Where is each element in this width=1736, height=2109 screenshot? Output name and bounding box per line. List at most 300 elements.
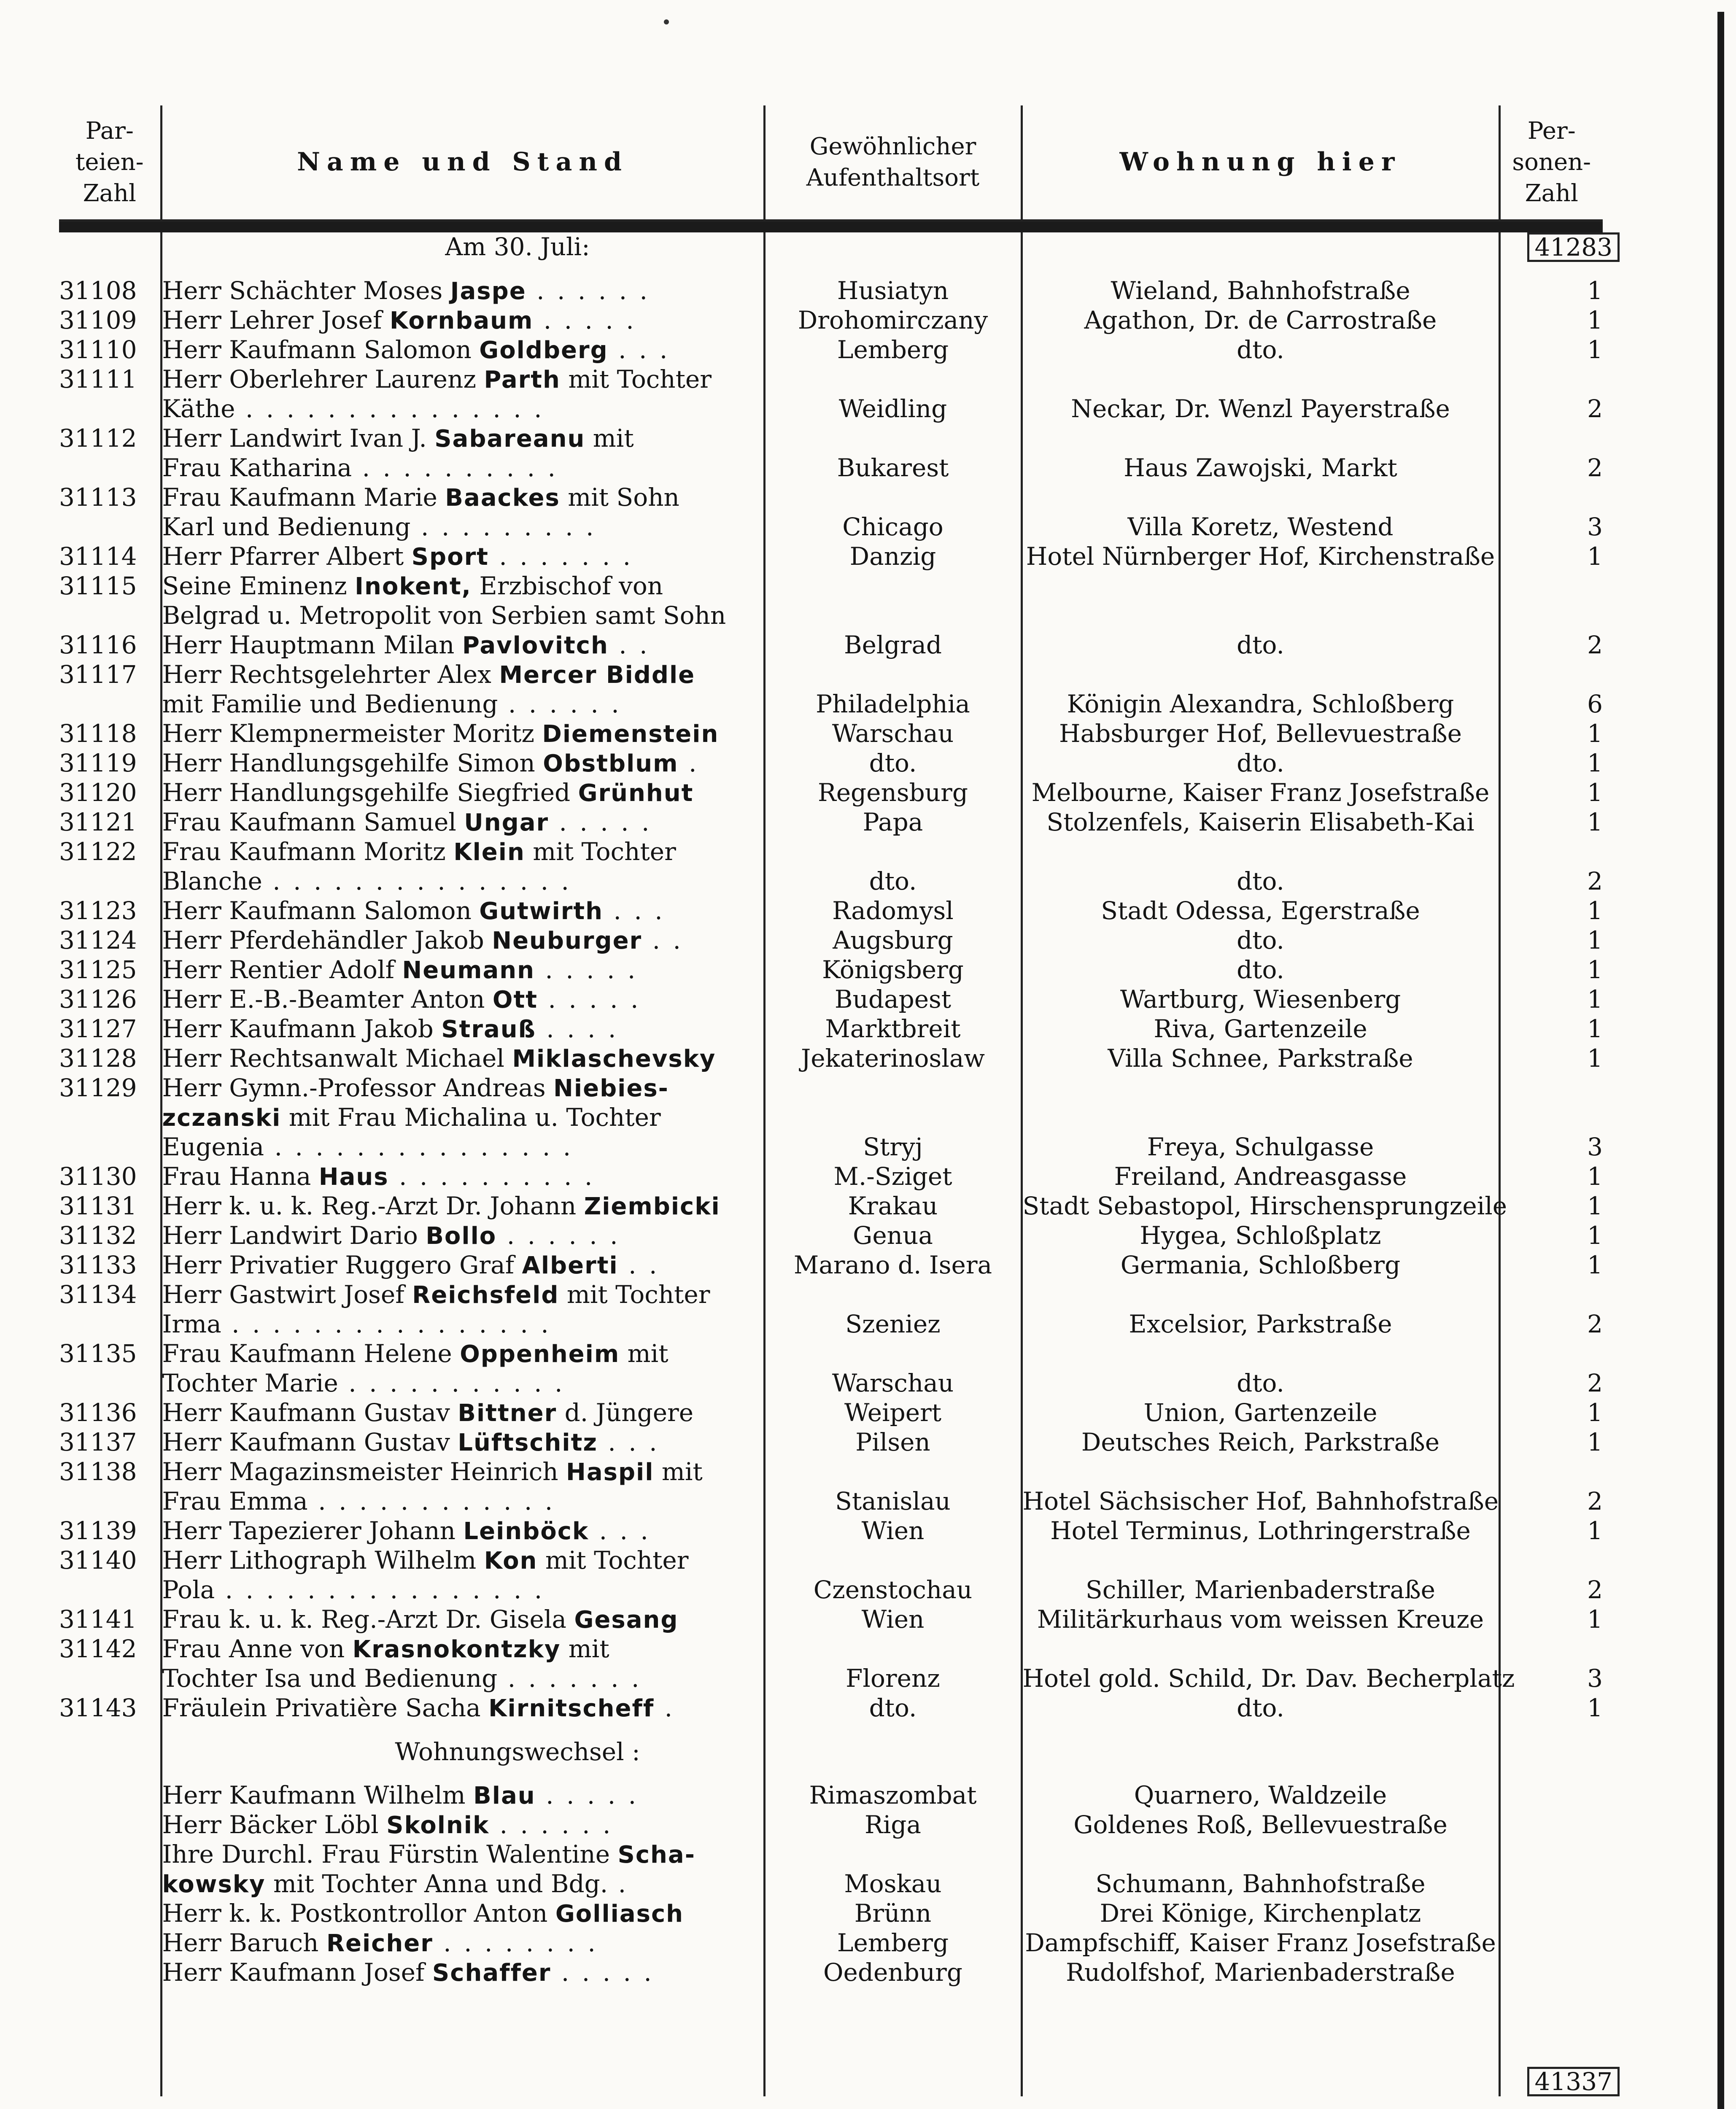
table-row (59, 1014, 1603, 1044)
surname: Gutwirth (479, 898, 604, 925)
party-number-cell (59, 1928, 161, 1958)
section-change: Wohnungswechsel : (395, 1737, 640, 1766)
persons-cell (1499, 1781, 1603, 1810)
surname: Jaspe (450, 278, 526, 305)
table-row (59, 1664, 1603, 1694)
origin-cell (764, 365, 1022, 394)
party-number-cell: 31128 (59, 1044, 137, 1073)
leader-dots: . . . . . . (526, 276, 650, 305)
leader-dots: . . . . . (538, 985, 641, 1014)
residence-cell: Villa Schnee, Parkstraße (1022, 1044, 1499, 1073)
leader-dots: . . . . . . . . . . . . . . . . (215, 1575, 545, 1605)
leader-dots: . . . . . . . . . . . . . . . (235, 394, 545, 423)
origin-cell: Königsberg (764, 955, 1022, 985)
name-text: Herr Kaufmann Salomon (162, 335, 480, 364)
persons-cell: 2 (1499, 1487, 1603, 1516)
residence-cell: Hygea, Schloßplatz (1022, 1221, 1499, 1251)
name-suffix: mit (654, 1457, 703, 1486)
table-row (59, 1398, 1603, 1428)
party-number-cell: 31118 (59, 719, 137, 748)
name-text: Blanche (162, 867, 262, 896)
party-number-cell (59, 1103, 161, 1133)
surname: Inokent, (355, 573, 472, 601)
origin-cell (764, 1457, 1022, 1487)
persons-cell: 1 (1499, 1251, 1603, 1280)
residence-cell: Militärkurhaus vom weissen Kreuze (1022, 1605, 1499, 1634)
persons-cell: 2 (1499, 394, 1603, 424)
table-row (59, 1516, 1603, 1546)
party-number-cell: 31131 (59, 1192, 137, 1221)
persons-cell: 1 (1499, 926, 1603, 955)
party-number-cell (59, 1369, 161, 1398)
origin-cell: Krakau (764, 1192, 1022, 1221)
party-number-cell: 31124 (59, 926, 137, 955)
leader-dots: . . (608, 631, 650, 660)
persons-cell: 1 (1499, 542, 1603, 572)
origin-cell: Papa (764, 808, 1022, 837)
residence-cell: dto. (1022, 335, 1499, 365)
table-body (59, 232, 1612, 2096)
surname: kowsky (162, 1871, 266, 1899)
name-suffix: mit (561, 1634, 609, 1664)
leader-dots: . . . . . . (498, 690, 622, 719)
table-row (59, 1044, 1603, 1073)
name-text: Herr k. k. Postkontrollor Anton (162, 1899, 555, 1928)
persons-cell: 1 (1499, 985, 1603, 1014)
party-number-cell: 31138 (59, 1457, 137, 1486)
origin-cell: Wien (764, 1516, 1022, 1546)
persons-cell (1499, 660, 1603, 690)
residence-cell: Melbourne, Kaiser Franz Josefstraße (1022, 778, 1499, 808)
persons-cell: 3 (1499, 512, 1603, 542)
persons-cell (1499, 1546, 1603, 1575)
party-number-cell: 31142 (59, 1634, 137, 1664)
party-number-cell: 31127 (59, 1014, 137, 1044)
persons-cell: 1 (1499, 1014, 1603, 1044)
spacer-cell (59, 1766, 161, 1781)
party-number-cell (59, 1810, 161, 1840)
name-suffix: mit Tochter (560, 365, 712, 394)
party-number-cell (59, 453, 161, 483)
persons-cell: 2 (1499, 1575, 1603, 1605)
name-suffix: d. Jüngere (557, 1398, 694, 1427)
name-text: Herr Kaufmann Salomon (162, 896, 480, 925)
surname: Leinböck (463, 1518, 589, 1545)
table-row (59, 1192, 1603, 1221)
leader-dots: . . . . . . (496, 1221, 620, 1250)
leader-dots: . . . . . . . . . . . . . . . . (221, 1310, 551, 1339)
name-text: Herr Kaufmann Gustav (162, 1398, 458, 1427)
origin-cell: Husiatyn (764, 276, 1022, 306)
name-text: Herr Baruch (162, 1928, 326, 1958)
party-number-cell: 31133 (59, 1251, 137, 1280)
register-table (59, 105, 1612, 2096)
party-number-cell: 31115 (59, 572, 137, 601)
name-text: Eugenia (162, 1133, 264, 1162)
origin-cell: Warschau (764, 1369, 1022, 1398)
name-cell (161, 719, 764, 749)
name-cell (161, 1339, 764, 1369)
section-date: Am 30. Juli: (445, 232, 590, 262)
surname: Miklaschevsky (512, 1045, 716, 1073)
residence-cell (1022, 572, 1499, 601)
residence-cell: Dampfschiff, Kaiser Franz Josefstraße (1022, 1928, 1499, 1958)
table-row (59, 512, 1603, 542)
name-suffix: mit Tochter (537, 1546, 689, 1575)
origin-cell: Oedenburg (764, 1958, 1022, 1988)
surname: Blau (473, 1782, 536, 1810)
header-name-and-status: Name und Stand (161, 105, 764, 221)
origin-cell (764, 660, 1022, 690)
name-text: Herr Klempnermeister Moritz (162, 719, 542, 748)
surname: Ziembicki (584, 1193, 720, 1221)
table-row (59, 808, 1603, 837)
party-number-cell (59, 1737, 161, 1766)
persons-cell: 3 (1499, 1133, 1603, 1162)
surname: Lüftschitz (458, 1429, 598, 1457)
residence-cell: Wartburg, Wiesenberg (1022, 985, 1499, 1014)
residence-cell: Stolzenfels, Kaiserin Elisabeth-Kai (1022, 808, 1499, 837)
residence-cell: Stadt Odessa, Egerstraße (1022, 896, 1499, 926)
table-row (59, 542, 1603, 572)
surname: Sabareanu (434, 425, 585, 453)
residence-cell (1022, 1737, 1499, 1766)
leader-dots: . . . . (536, 1014, 619, 1044)
persons-cell: 1 (1499, 955, 1603, 985)
origin-cell (764, 1737, 1022, 1766)
residence-cell: dto. (1022, 955, 1499, 985)
persons-cell (1499, 1280, 1603, 1310)
origin-cell: Regensburg (764, 778, 1022, 808)
persons-cell: 6 (1499, 690, 1603, 719)
surname: Diemenstein (542, 720, 719, 748)
persons-cell (1499, 1899, 1603, 1928)
leader-dots: . . . . . . . . . (410, 512, 596, 542)
name-cell (161, 1162, 764, 1192)
name-cell (161, 1899, 764, 1928)
closing-total: 41337 (1527, 2067, 1620, 2096)
name-cell (161, 483, 764, 512)
residence-cell: Freiland, Andreasgasse (1022, 1162, 1499, 1192)
spacer-row (59, 1723, 1603, 1737)
party-number-cell (59, 394, 161, 424)
table-row (59, 306, 1603, 335)
origin-cell: Lemberg (764, 1928, 1022, 1958)
party-number-cell: 31141 (59, 1605, 137, 1634)
name-cell (161, 1737, 764, 1766)
persons-cell: 3 (1499, 1664, 1603, 1694)
name-cell (161, 1428, 764, 1457)
filler-cell (161, 1988, 764, 2096)
name-text: Fräulein Privatière Sacha (162, 1694, 489, 1723)
party-number-cell: 31109 (59, 306, 137, 335)
leader-dots: . . . . . . . . . . (388, 1162, 595, 1191)
origin-cell: Chicago (764, 512, 1022, 542)
origin-cell (764, 1339, 1022, 1369)
origin-cell: Radomysl (764, 896, 1022, 926)
party-number-cell: 31113 (59, 483, 137, 512)
persons-cell: 1 (1499, 276, 1603, 306)
name-text: Herr Handlungsgehilfe Simon (162, 749, 543, 778)
header-local-lodging: Wohnung hier (1022, 105, 1499, 221)
leader-dots: . . . (589, 1516, 651, 1545)
persons-cell (1499, 1634, 1603, 1664)
residence-cell (1022, 1280, 1499, 1310)
persons-cell: 1 (1499, 778, 1603, 808)
party-number-cell: 31117 (59, 660, 137, 689)
spacer-cell (161, 1766, 764, 1781)
persons-cell (1499, 1103, 1603, 1133)
name-text: Herr Pfarrer Albert (162, 542, 412, 571)
surname: zczanski (162, 1104, 281, 1132)
table-row (59, 1694, 1603, 1723)
name-cell (161, 690, 764, 719)
name-cell (161, 1014, 764, 1044)
residence-cell: dto. (1022, 926, 1499, 955)
spacer-cell (764, 262, 1022, 276)
table-row (59, 926, 1603, 955)
filler-cell (59, 1988, 161, 2096)
table-row (59, 453, 1603, 483)
name-cell (161, 306, 764, 335)
persons-cell (1499, 365, 1603, 394)
persons-cell: 2 (1499, 631, 1603, 660)
party-number-cell: 31140 (59, 1546, 137, 1575)
origin-cell: Pilsen (764, 1428, 1022, 1457)
residence-cell: Hotel gold. Schild, Dr. Dav. Becherplatz (1022, 1664, 1499, 1694)
name-text: Tochter Marie (162, 1369, 338, 1398)
surname: Neumann (402, 957, 535, 984)
origin-cell: Belgrad (764, 631, 1022, 660)
residence-cell: Königin Alexandra, Schloßberg (1022, 690, 1499, 719)
name-cell (161, 572, 764, 601)
residence-cell: dto. (1022, 749, 1499, 778)
leader-dots: . . . . . (534, 955, 638, 984)
table-row (59, 660, 1603, 690)
name-cell (161, 1781, 764, 1810)
persons-cell: 2 (1499, 1310, 1603, 1339)
table-row (59, 1781, 1603, 1810)
origin-cell (764, 572, 1022, 601)
table-row (59, 1634, 1603, 1664)
surname: Ott (492, 986, 538, 1014)
table-row (59, 867, 1603, 896)
surname: Parth (484, 366, 561, 394)
persons-cell (1499, 1737, 1603, 1766)
spacer-cell (1499, 1723, 1603, 1737)
name-cell (161, 1103, 764, 1133)
spacer-cell (764, 1766, 1022, 1781)
name-text: Herr Kaufmann Wilhelm (162, 1781, 474, 1810)
leader-dots: . . . . . . . . . . . (338, 1369, 565, 1398)
party-number-cell: 31139 (59, 1516, 137, 1545)
residence-cell: Excelsior, Parkstraße (1022, 1310, 1499, 1339)
name-text: Frau k. u. k. Reg.-Arzt Dr. Gisela (162, 1605, 574, 1634)
persons-cell: 1 (1499, 1605, 1603, 1634)
residence-cell: Agathon, Dr. de Carrostraße (1022, 306, 1499, 335)
persons-cell (1499, 424, 1603, 453)
name-cell (161, 1634, 764, 1664)
table-row (59, 1457, 1603, 1487)
leader-dots: . . . . . . . (488, 542, 633, 571)
surname: Mercer Biddle (499, 661, 695, 689)
table-row (59, 483, 1603, 512)
origin-cell (764, 424, 1022, 453)
party-number-cell: 31125 (59, 955, 137, 984)
name-cell (161, 1575, 764, 1605)
party-number-cell: 31116 (59, 631, 137, 660)
persons-cell (1499, 1928, 1603, 1958)
residence-cell (1022, 483, 1499, 512)
leader-dots: . . . (597, 1428, 660, 1457)
table-row (59, 424, 1603, 453)
leader-dots: . . (618, 1251, 660, 1280)
table-row (59, 276, 1603, 306)
table-row (59, 335, 1603, 365)
persons-cell: 1 (1499, 1428, 1603, 1457)
residence-cell: Wieland, Bahnhofstraße (1022, 276, 1499, 306)
leader-dots: . . (642, 926, 683, 955)
name-cell (161, 1840, 764, 1869)
residence-cell: Stadt Sebastopol, Hirschensprungzeile (1022, 1192, 1499, 1221)
spacer-row (59, 262, 1603, 276)
party-number-cell (59, 1310, 161, 1339)
party-number-cell (59, 867, 161, 896)
name-cell (161, 1546, 764, 1575)
party-number-cell: 31136 (59, 1398, 137, 1427)
surname: Sport (411, 543, 489, 571)
name-cell (161, 1605, 764, 1634)
persons-cell: 1 (1499, 1398, 1603, 1428)
table-row (59, 1103, 1603, 1133)
name-text: Pola (162, 1575, 215, 1605)
table-row (59, 1958, 1603, 1988)
residence-cell: dto. (1022, 631, 1499, 660)
party-number-cell: 31111 (59, 365, 137, 394)
name-text: Herr Pferdehändler Jakob (162, 926, 492, 955)
table-row (59, 1251, 1603, 1280)
origin-cell (764, 837, 1022, 867)
leader-dots: . . . . . . . . . . (352, 453, 558, 483)
origin-cell: Augsburg (764, 926, 1022, 955)
residence-cell: Rudolfshof, Marienbaderstraße (1022, 1958, 1499, 1988)
table-row (59, 365, 1603, 394)
surname: Neuburger (492, 927, 642, 955)
party-number-cell: 31129 (59, 1073, 137, 1103)
name-cell (161, 1694, 764, 1723)
origin-cell: dto. (764, 1694, 1022, 1723)
spacer-cell (764, 1723, 1022, 1737)
name-cell (161, 778, 764, 808)
party-number-cell (59, 1958, 161, 1988)
table-row (59, 1428, 1603, 1457)
header-person-count: Per- sonen- Zahl (1499, 105, 1603, 221)
name-text: Frau Katharina (162, 453, 352, 483)
party-number-cell: 31122 (59, 837, 137, 866)
leader-dots: . . . . . . . . . . . . (307, 1487, 555, 1516)
origin-cell (764, 1840, 1022, 1869)
name-text: mit Familie und Bedienung (162, 690, 498, 719)
residence-cell: Hotel Terminus, Lothringerstraße (1022, 1516, 1499, 1546)
party-number-cell: 31132 (59, 1221, 137, 1250)
table-header (59, 105, 1603, 221)
surname: Reichsfeld (412, 1281, 559, 1309)
name-text: Frau Kaufmann Helene (162, 1339, 460, 1368)
surname: Kirnitscheff (488, 1695, 655, 1723)
leader-dots: . . . . . (551, 1958, 654, 1987)
name-suffix: mit (585, 424, 634, 453)
table-row (59, 394, 1603, 424)
origin-cell: Philadelphia (764, 690, 1022, 719)
origin-cell (764, 1103, 1022, 1133)
name-suffix: mit Frau Michalina u. Tochter (281, 1103, 661, 1132)
party-number-cell (59, 1869, 161, 1899)
name-cell (161, 1398, 764, 1428)
origin-cell (764, 1280, 1022, 1310)
party-number-cell: 31108 (59, 276, 137, 305)
persons-cell (1499, 1457, 1603, 1487)
persons-cell (1499, 601, 1603, 631)
origin-cell: Weidling (764, 394, 1022, 424)
name-cell (161, 1810, 764, 1840)
header-party-number: Par- teien- Zahl (59, 105, 161, 221)
name-cell (161, 424, 764, 453)
residence-cell: Riva, Gartenzeile (1022, 1014, 1499, 1044)
name-cell (161, 1869, 764, 1899)
leader-dots: . . . . . (533, 306, 636, 335)
name-text: Frau Emma (162, 1487, 308, 1516)
party-number-cell: 31112 (59, 424, 137, 453)
residence-cell: Drei Könige, Kirchenplatz (1022, 1899, 1499, 1928)
table-row (59, 1575, 1603, 1605)
party-number-cell: 31126 (59, 985, 137, 1014)
name-text: Herr k. u. k. Reg.-Arzt Dr. Johann (162, 1192, 584, 1221)
residence-cell (1022, 660, 1499, 690)
surname: Reicher (326, 1930, 433, 1958)
spacer-cell (161, 1723, 764, 1737)
persons-cell: 1 (1499, 1192, 1603, 1221)
name-text: Herr Gymn.-Professor Andreas (162, 1073, 554, 1103)
party-number-cell: 31110 (59, 335, 137, 364)
table-row (59, 1162, 1603, 1192)
spacer-cell (1022, 262, 1499, 276)
name-text: Käthe (162, 394, 235, 423)
name-text: Frau Kaufmann Marie (162, 483, 445, 512)
persons-cell: 1 (1499, 1516, 1603, 1546)
spacer-cell (1022, 1766, 1499, 1781)
name-text: Herr Tapezierer Johann (162, 1516, 464, 1545)
name-cell (161, 1487, 764, 1516)
name-text: Irma (162, 1310, 221, 1339)
origin-cell: Weipert (764, 1398, 1022, 1428)
name-cell (161, 1457, 764, 1487)
persons-cell: 1 (1499, 1162, 1603, 1192)
spacer-cell (59, 262, 161, 276)
leader-dots: . . . . . . . . . . . . . . . (262, 867, 571, 896)
residence-cell (1022, 1073, 1499, 1103)
persons-cell (1499, 572, 1603, 601)
table-top-rule (59, 221, 1603, 232)
residence-cell (1022, 1840, 1499, 1869)
table-row (59, 749, 1603, 778)
origin-cell: Czenstochau (764, 1575, 1022, 1605)
name-suffix: mit Tochter Anna und Bdg. (265, 1869, 608, 1899)
name-cell (161, 1369, 764, 1398)
party-number-cell: 31123 (59, 896, 137, 925)
name-text: Herr Gastwirt Josef (162, 1280, 412, 1309)
name-text: Herr Rechtsgelehrter Alex (162, 660, 499, 689)
table-row (59, 1605, 1603, 1634)
